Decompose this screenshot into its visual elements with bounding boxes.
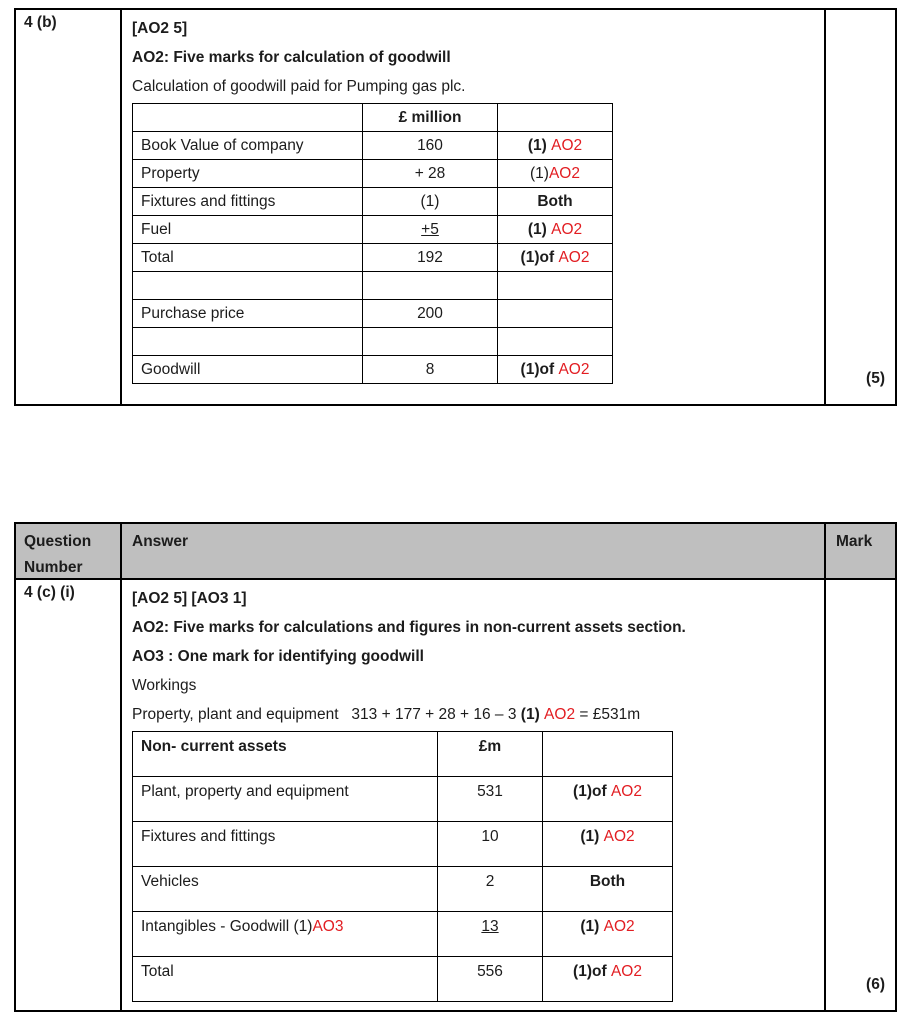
header-question-number: Question Number [16, 524, 122, 578]
text-segment: (1) [527, 136, 552, 154]
answer-line [132, 642, 814, 671]
text-segment: AO2 [603, 918, 635, 935]
text-segment: Workings [132, 677, 197, 694]
table-row [133, 244, 613, 272]
value-cell [363, 272, 498, 300]
text-segment: (1) [580, 828, 604, 845]
value-cell [363, 356, 498, 384]
mark-cell [498, 160, 613, 188]
text-segment: (1)of [520, 360, 559, 378]
text-segment: AO2 [548, 164, 580, 182]
answer-intro [132, 14, 814, 101]
mark-cell [543, 957, 673, 1002]
text-segment: Book Value of company [141, 136, 304, 154]
non-current-assets-table [132, 731, 814, 1002]
answer-cell [122, 580, 826, 1010]
table-header-row [16, 524, 895, 580]
header-answer: Answer [122, 524, 826, 578]
text-segment: AO3 : One mark for identifying goodwill [132, 648, 424, 665]
value-cell [438, 867, 543, 912]
label-cell [133, 328, 363, 356]
text-segment: Goodwill [141, 360, 201, 378]
label-cell [133, 867, 438, 912]
text-segment: +5 [421, 220, 439, 238]
text-segment: 160 [417, 136, 443, 154]
text-segment: Intangibles - Goodwill (1) [141, 918, 313, 935]
text-segment: £ million [398, 108, 462, 126]
value-cell [363, 300, 498, 328]
text-segment: = £531m [575, 706, 641, 723]
label-cell [133, 957, 438, 1002]
question-number: 4 (c) (i) [24, 584, 75, 601]
question-4b-row [16, 10, 895, 404]
text-segment: Property, plant and equipment 313 + 177 + 28 + 16 – 3 [132, 706, 521, 723]
mark-cell [498, 188, 613, 216]
mark-cell [826, 10, 895, 404]
label-cell [133, 132, 363, 160]
inner-table [132, 103, 613, 384]
question-4ci-row [16, 580, 895, 1010]
label-cell [133, 188, 363, 216]
label-cell [133, 777, 438, 822]
mark-cell [498, 272, 613, 300]
header-mark: Mark [836, 533, 873, 550]
table-row [133, 188, 613, 216]
mark-cell [826, 580, 895, 1010]
text-segment: + 28 [414, 164, 446, 182]
text-segment: AO2 [551, 136, 583, 154]
label-cell [133, 912, 438, 957]
text-segment: Both [537, 192, 573, 210]
answer-line [132, 584, 814, 613]
mark-cell [498, 244, 613, 272]
label-cell [133, 272, 363, 300]
label-cell [133, 160, 363, 188]
text-segment: (1) [580, 918, 604, 935]
goodwill-calculation-table [132, 103, 814, 384]
question-number: 4 (b) [24, 14, 57, 31]
value-cell [363, 328, 498, 356]
mark-cell [498, 216, 613, 244]
text-segment: AO2: Five marks for calculations and figures in non-current assets section. [132, 619, 686, 636]
table-row [133, 300, 613, 328]
label-cell [133, 356, 363, 384]
question-number-cell [16, 10, 122, 404]
question-4ci-block [14, 522, 897, 1012]
value-cell [438, 912, 543, 957]
text-segment: Property [141, 164, 200, 182]
answer-line [132, 72, 814, 101]
text-segment: 531 [477, 783, 503, 800]
label-cell [133, 732, 438, 777]
text-segment: AO2 [558, 248, 590, 266]
answer-cell [122, 10, 826, 404]
mark-cell [498, 300, 613, 328]
table-row [133, 272, 613, 300]
answer-intro [132, 584, 814, 729]
text-segment: AO2 [544, 706, 576, 723]
text-segment: Fuel [141, 220, 172, 238]
label-cell [133, 244, 363, 272]
text-segment: Calculation of goodwill paid for Pumping gas plc. [132, 78, 466, 95]
table-row [133, 328, 613, 356]
table-row [133, 160, 613, 188]
table-row [133, 822, 673, 867]
value-cell [363, 188, 498, 216]
mark-cell [498, 356, 613, 384]
table-row [133, 356, 613, 384]
text-segment: (1) [420, 192, 440, 210]
mark-cell [543, 822, 673, 867]
text-segment: (1)of [520, 248, 559, 266]
text-segment: (1)of [573, 783, 611, 800]
label-cell [133, 216, 363, 244]
table-row [133, 216, 613, 244]
mark-cell [498, 104, 613, 132]
text-segment: (1) [520, 706, 545, 723]
text-segment: AO2 [603, 828, 635, 845]
text-segment: Both [589, 873, 626, 890]
text-segment: AO2 [558, 360, 590, 378]
text-segment: Fixtures and fittings [141, 192, 276, 210]
value-cell [363, 160, 498, 188]
label-cell [133, 300, 363, 328]
text-segment: [AO2 5] [AO3 1] [132, 590, 247, 607]
text-segment: 2 [485, 873, 495, 890]
value-cell [363, 216, 498, 244]
text-segment: 556 [477, 963, 503, 980]
value-cell [438, 822, 543, 867]
text-segment: 13 [481, 918, 499, 935]
text-segment: Fixtures and fittings [141, 828, 276, 845]
table-row [133, 104, 613, 132]
text-segment: Plant, property and equipment [141, 783, 349, 800]
value-cell [438, 777, 543, 822]
text-segment: [AO2 5] [132, 20, 188, 37]
question-4b-block [14, 8, 897, 406]
text-segment: Vehicles [141, 873, 199, 890]
label-cell [133, 104, 363, 132]
text-segment: 8 [425, 360, 435, 378]
table-row [133, 132, 613, 160]
mark-cell [498, 132, 613, 160]
mark-cell [543, 867, 673, 912]
answer-line [132, 700, 814, 729]
text-segment: 10 [481, 828, 499, 845]
text-segment: (1) [527, 220, 552, 238]
answer-line [132, 43, 814, 72]
question-number-cell [16, 580, 122, 1010]
text-segment: Total [141, 963, 174, 980]
table-row [133, 777, 673, 822]
value-cell [363, 244, 498, 272]
text-segment: AO2: Five marks for calculation of goodwill [132, 49, 451, 66]
text-segment: AO2 [610, 963, 642, 980]
text-segment: (1)of [573, 963, 611, 980]
value-cell [438, 732, 543, 777]
text-segment: AO3 [312, 918, 344, 935]
answer-line [132, 613, 814, 642]
mark-cell [498, 328, 613, 356]
value-cell [363, 104, 498, 132]
mark-cell [543, 777, 673, 822]
mark-value: (6) [866, 976, 885, 993]
table-row [133, 957, 673, 1002]
text-segment: Total [141, 248, 174, 266]
text-segment: £m [478, 738, 502, 755]
text-segment: Non- current assets [141, 738, 287, 755]
mark-cell [543, 732, 673, 777]
table-row [133, 732, 673, 777]
text-segment: AO2 [551, 220, 583, 238]
mark-cell [543, 912, 673, 957]
text-segment: Purchase price [141, 304, 245, 322]
answer-line [132, 671, 814, 700]
text-segment: 200 [417, 304, 443, 322]
text-segment: (1) [530, 164, 549, 182]
label-cell [133, 822, 438, 867]
table-row [133, 912, 673, 957]
mark-value: (5) [866, 370, 885, 387]
inner-table [132, 731, 673, 1002]
answer-line [132, 14, 814, 43]
text-segment: 192 [417, 248, 443, 266]
value-cell [438, 957, 543, 1002]
table-row [133, 867, 673, 912]
value-cell [363, 132, 498, 160]
text-segment: AO2 [610, 783, 642, 800]
